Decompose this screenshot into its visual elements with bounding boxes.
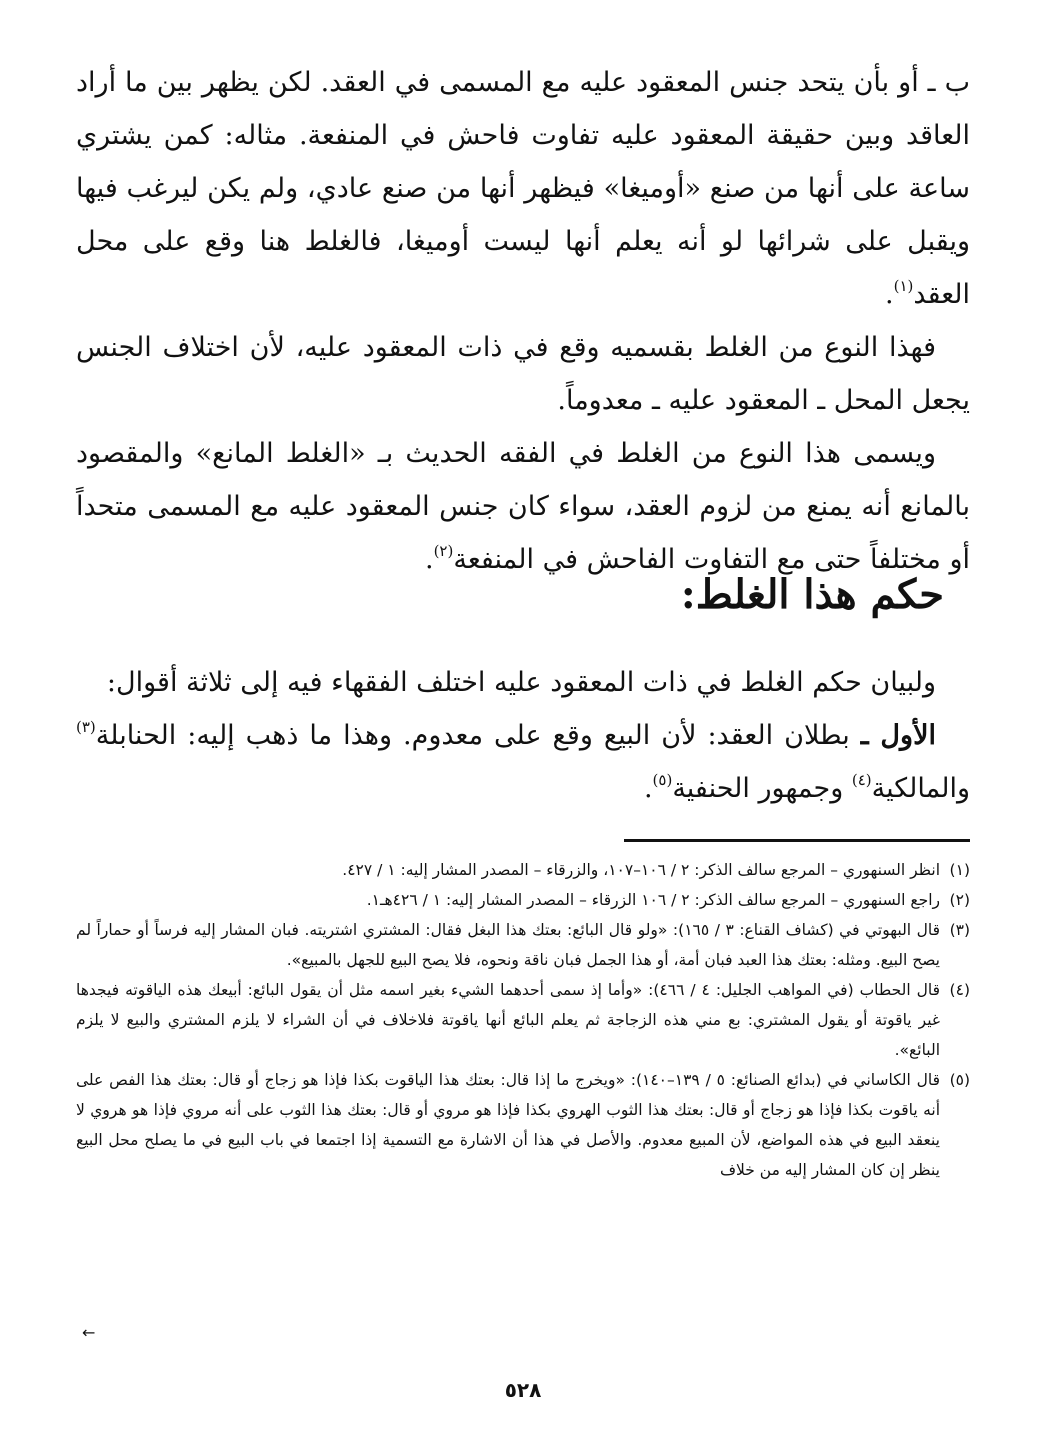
footnote-1: (١)انظر السنهوري – المرجع سالف الذكر: ٢ / ١٠٦–١٠٧، والزرقاء – المصدر المشار إليه: ١ / ٤٢٧. <box>76 855 970 885</box>
main-text <box>76 56 970 586</box>
first-opinion: الأول ـ بطلان العقد: لأن البيع وقع على معدوم. وهذا ما ذهب إليه: الحنابلة$^{(٣)}$ والمالكية$^{(٤)}$ وجمهور الحنفية$^{(٥)}$. <box>76 718 970 804</box>
continuation-arrow-icon: ← <box>82 1323 96 1342</box>
first-opinion-label: الأول ـ <box>860 720 936 751</box>
paragraph-2: فهذا النوع من الغلط بقسميه وقع في ذات المعقود عليه، لأن اختلاف الجنس يجعل المحل ـ المعقود عليه ـ معدوماً. <box>76 332 970 416</box>
section-heading: حكم هذا الغلط: <box>680 571 944 618</box>
footnote-ref-1[interactable]: (١) <box>893 277 914 295</box>
footnote-number: (٥) <box>949 1071 971 1089</box>
footnote-number: (٣) <box>949 921 971 939</box>
footnote-number: (٤) <box>949 981 970 999</box>
footnote-4: (٤)قال الحطاب (في المواهب الجليل: ٤ / ٤٦٦): «وأما إذ سمى أحدهما الشيء بغير اسمه مثل أن يقول البائع: أبيعك هذه الياقوته فيجدها غير ياقوتة أو يقول المشتري: بع مني هذه الزجاجة ثم يعلم البائع أنها ياقوتة فلاخلاف في أن الشراء لا يلزم المشتري والبيع لا يلزم البائع». <box>76 975 970 1065</box>
page-number: ٥٢٨ <box>504 1378 542 1402</box>
footnote-5: (٥)قال الكاساني في (بدائع الصنائع: ٥ / ١٣٩–١٤٠): «ويخرج ما إذا قال: بعتك هذا الياقوت بكذا فإذا هو زجاج أو قال: بعتك هذا الفص على أنه ياقوت بكذا فإذا هو زجاج أو قال: بعتك هذا الثوب الهروي بكذا فإذا هو مروي أو قال: بعتك هذا الثوب على أنه مروي فإذا هو هروي لا ينعقد البيع في هذه المواضع، لأن المبيع معدوم. والأصل في هذا أن الاشارة مع التسمية إذا اجتمعا في باب البيع في ما يصلح محل البيع ينظر إن كان المشار إليه من خلاف <box>76 1065 970 1185</box>
footnote-2: (٢)راجع السنهوري – المرجع سالف الذكر: ٢ / ١٠٦ الزرقاء – المصدر المشار إليه: ١ / ٤٢٦هـ١. <box>76 885 970 915</box>
footnote-ref-4[interactable]: (٤) <box>851 771 872 789</box>
paragraph-3: ويسمى هذا النوع من الغلط في الفقه الحديث بـ «الغلط المانع» والمقصود بالمانع أنه يمنع من لزوم العقد، سواء كان جنس المعقود عليه مع المسمى متحداً أو مختلفاً حتى مع التفاوت الفاحش في المنفعة$^{(٢)}$. <box>76 438 970 575</box>
footnote-ref-5[interactable]: (٥) <box>652 771 673 789</box>
footnote-3: (٣)قال البهوتي في (كشاف القناع: ٣ / ١٦٥): «ولو قال البائع: بعتك هذا البغل فقال: المشتري اشتريته. فبان المشار إليه فرساً أو حماراً لم يصح البيع. ومثله: بعتك هذا العبد فبان أمة، أو هذا الجمل فبان ناقة ونحوه، فلا يصح البيع للجهل بالمبيع». <box>76 915 970 975</box>
footnote-ref-2[interactable]: (٢) <box>433 542 454 560</box>
paragraph-1: ب ـ أو بأن يتحد جنس المعقود عليه مع المسمى في العقد. لكن يظهر بين ما أراد العاقد وبين حقيقة المعقود عليه تفاوت فاحش في المنفعة. مثاله: كمن يشتري ساعة على أنها من صنع «أوميغا» فيظهر أنها من صنع عادي، ولم يكن ليرغب فيها ويقبل على شرائها لو أنه يعلم أنها ليست أوميغا، فالغلط هنا وقع على محل العقد$^{(١)}$. <box>76 67 970 310</box>
section-intro: ولبيان حكم الغلط في ذات المعقود عليه اختلف الفقهاء فيه إلى ثلاثة أقوال: <box>106 667 936 698</box>
footnote-ref-3[interactable]: (٣) <box>76 718 96 736</box>
footnote-separator <box>624 839 970 842</box>
footnotes <box>76 855 970 1185</box>
footnote-number: (١) <box>949 861 970 879</box>
section-body <box>76 656 970 815</box>
footnote-number: (٢) <box>949 891 970 909</box>
